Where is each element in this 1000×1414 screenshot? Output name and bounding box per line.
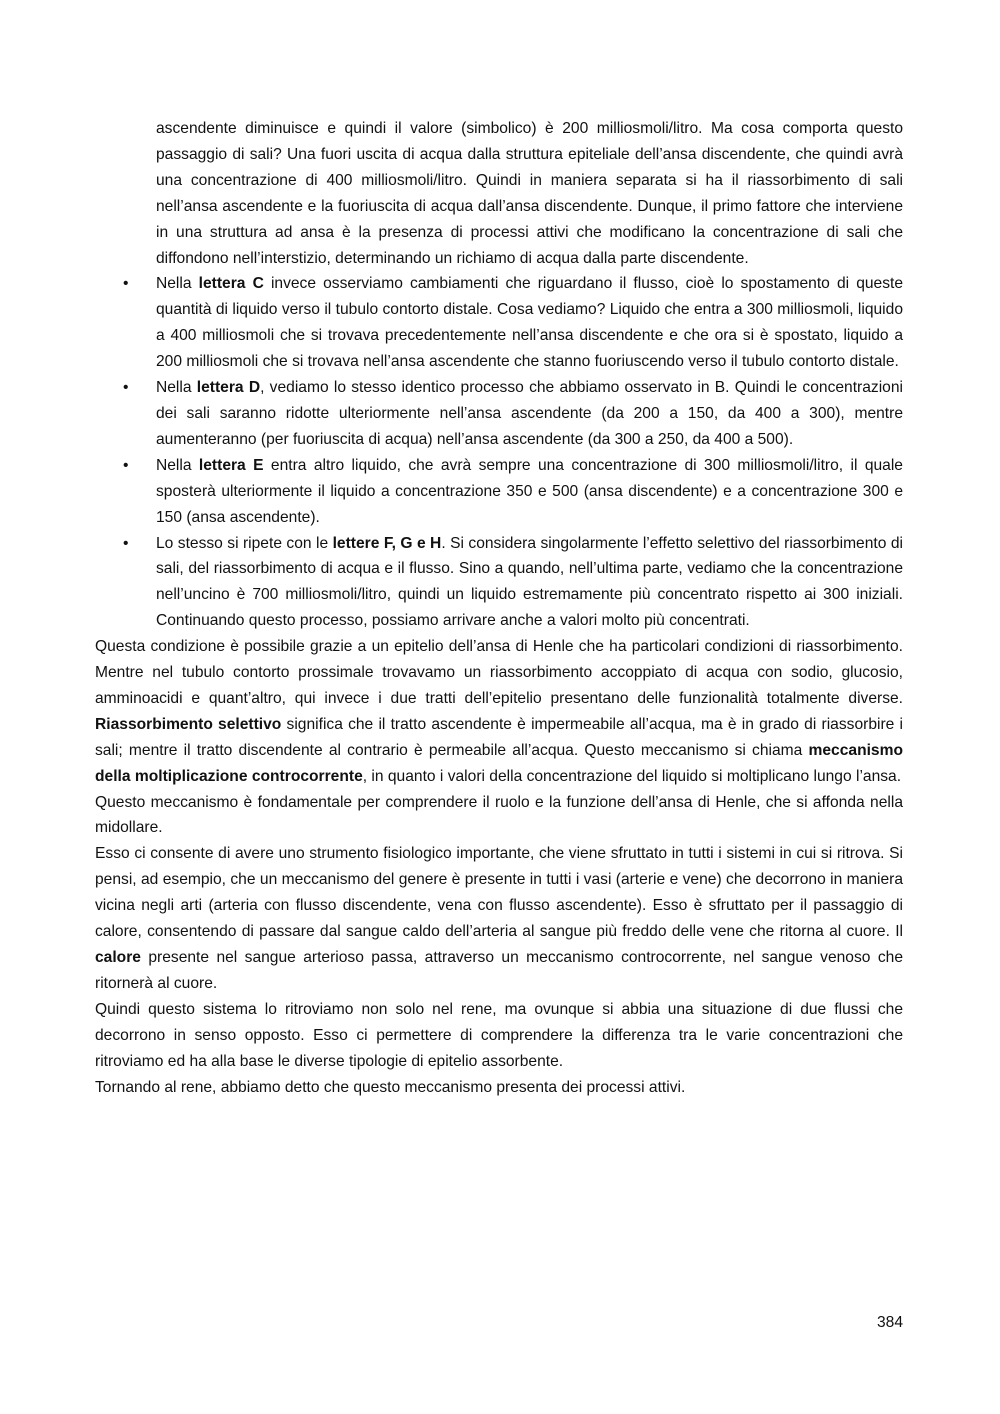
- paragraph-physiological-tool: [95, 841, 903, 996]
- paragraph-back-to-kidney: Tornando al rene, abbiamo detto che questo meccanismo presenta dei processi attivi.: [95, 1078, 686, 1096]
- paragraph-text: presente nel sangue arterioso passa, attraverso un meccanismo controcorrente, nel sangue venoso che ritornerà al cuore.: [95, 949, 903, 992]
- list-item-text-after: , vediamo lo stesso identico processo che abbiamo osservato in B. Quindi le concentrazioni dei sali saranno ridotte ulteriormente nell’ansa ascendente (da 200 a 150, da 400 a 300), mentre aumenteranno (per fuoriuscita di acqua) nell’ansa ascendente (da 300 a 250, da 400 a 500).: [156, 379, 903, 448]
- bullet-icon: •: [123, 275, 129, 293]
- list-item-text-before: Nella: [156, 379, 197, 397]
- bold-term-heat: calore: [95, 949, 141, 966]
- paragraph-henle-epithelium: [95, 634, 903, 789]
- list-item-text: [156, 531, 903, 635]
- list-item-bold: lettera D: [196, 379, 261, 397]
- paragraph-text: Questa condizione è possibile grazie a un epitelio dell’ansa di Henle che ha particolari condizioni di riassorbimento. Mentre nel tubulo contorto prossimale trovavamo un riassorbimento accoppiato di acqua con sodio, glucosio, amminoacidi e quant’altro, qui invece i due tratti dell’epitelio presentano delle funzionalità totalmente diverse.: [95, 638, 903, 707]
- paragraph-fundamental-mechanism: Questo meccanismo è fondamentale per comprendere il ruolo e la funzione dell’ansa di Henle, che si affonda nella midollare.: [95, 793, 903, 837]
- list-item-text-after: entra altro liquido, che avrà sempre una concentrazione di 300 milliosmoli/litro, il quale sposterà ulteriormente il liquido a concentrazione 350 e 500 (ansa discendente) e a concentrazione 300 e 150 (ansa ascendente).: [156, 456, 903, 526]
- list-item-text-before: Nella: [156, 456, 199, 474]
- paragraph-text: significa che il tratto ascendente è impermeabile all’acqua, ma è in grado di riassorbire i sali; mentre il tratto discendente al contrario è permeabile all’acqua. Questo meccanismo si chiama: [95, 715, 903, 759]
- list-item-bold: lettera C: [198, 275, 264, 293]
- list-item: [95, 375, 903, 453]
- list-item: [95, 453, 903, 531]
- list-item-text-after: . Si considera singolarmente l’effetto selettivo del riassorbimento di sali, del riassorbimento di acqua e il flusso. Sino a quando, nell’ultima parte, vediamo che la concentrazione nell’uncino è 700 milliosmoli/litro, quindi un liquido estremamente più concentrato rispetto ai 300 iniziali. Continuando questo processo, possiamo arrivare anche a valori molto più concentrati.: [156, 534, 903, 630]
- list-item-text-after: invece osserviamo cambiamenti che riguardano il flusso, cioè lo spostamento di queste quantità di liquido verso il tubulo contorto distale. Cosa vediamo? Liquido che entra a 300 milliosmoli, liquido a 400 milliosmoli che si trovava precedentemente nell’ansa discendente e che ora si è spostato, liquido a 200 milliosmoli che si trovava nell’ansa ascendente che stanno fuoriuscendo verso il tubulo contorto distale.: [156, 275, 904, 371]
- list-item-bold: lettera E: [198, 456, 264, 474]
- list-item-text: [156, 375, 903, 453]
- bullet-list: [95, 271, 903, 634]
- list-item: [95, 271, 903, 375]
- page-body: [95, 116, 903, 1100]
- page-number: 384: [876, 1314, 903, 1331]
- bold-term-countercurrent-mechanism: meccanismo della moltiplicazione controcorrente: [95, 741, 903, 785]
- paragraph-opposite-flows: Quindi questo sistema lo ritroviamo non solo nel rene, ma ovunque si abbia una situazione di due flussi che decorrono in senso opposto. Esso ci permettere di comprendere la differenza tra le varie concentrazioni che ritroviamo ed ha alla base le diverse tipologie di epitelio assorbente.: [95, 1000, 903, 1070]
- list-item-text: [156, 271, 903, 375]
- bold-term-selective-reabsorption: Riassorbimento selettivo: [95, 715, 282, 733]
- list-item-bold: lettere F, G e H: [332, 534, 442, 552]
- list-item-text: [156, 453, 903, 531]
- paragraph-text: , in quanto i valori della concentrazione del liquido si moltiplicano lungo l’ansa.: [362, 767, 902, 785]
- bullet-icon: •: [123, 456, 129, 474]
- list-item-text-before: Nella: [156, 275, 199, 293]
- bullet-icon: •: [123, 379, 129, 397]
- list-item: [95, 531, 903, 635]
- list-item-text-before: Lo stesso si ripete con le: [156, 534, 333, 552]
- bullet-icon: •: [123, 534, 129, 552]
- paragraph-text: Esso ci consente di avere uno strumento fisiologico importante, che viene sfruttato in tutti i sistemi in cui si ritrova. Si pensi, ad esempio, che un meccanismo del genere è presente in tutti i vasi (arterie e vene) che decorrono in maniera vicina negli arti (arteria con flusso discendente, vena con flusso ascendente). Esso è sfruttato per il passaggio di calore, consentendo di passare dal sangue caldo dell’arteria al sangue più freddo delle vene che ritorna al cuore. Il: [95, 845, 903, 941]
- continuation-paragraph: ascendente diminuisce e quindi il valore (simbolico) è 200 milliosmoli/litro. Ma cosa comporta questo passaggio di sali? Una fuori uscita di acqua dalla struttura epiteliale dell’ansa discendente, che quindi avrà una concentrazione di 400 milliosmoli/litro. Quindi in maniera separata si ha il riassorbimento di sali nell’ansa ascendente e la fuoriuscita di acqua dall’ansa discendente. Dunque, il primo fattore che interviene in una struttura ad ansa è la presenza di processi attivi che modificano la concentrazione di sali che diffondono nell’interstizio, determinando un richiamo di acqua dalla parte discendente.: [156, 120, 903, 267]
